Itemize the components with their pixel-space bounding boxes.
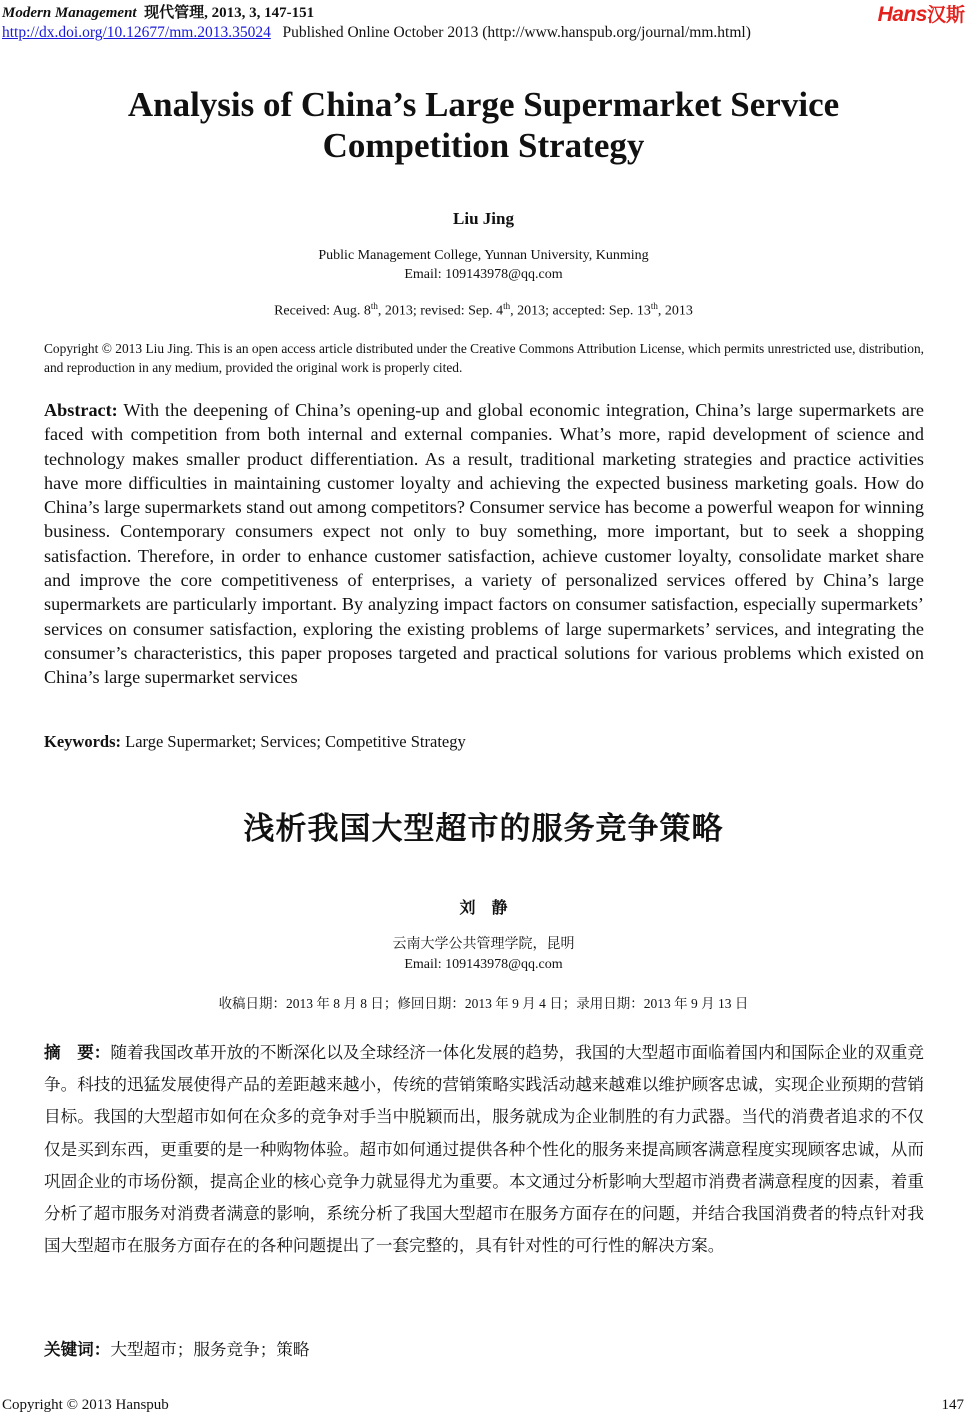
keywords-cn-label: 关键词：	[44, 1340, 111, 1359]
dates-suffix: , 2013	[657, 303, 693, 319]
affiliation-text: Public Management College, Yunnan University, Kunming	[318, 248, 649, 263]
abstract-cn-text: 随着我国改革开放的不断深化以及全球经济一体化发展的趋势，我国的大型超市面临着国内和国际企业的双重竞争。科技的迅猛发展使得产品的差距越来越小，传统的营销策略实践活动越来越难以维护顾客忠诚，实现企业预期的营销目标。我国的大型超市如何在众多的竞争对手当中脱颖而出，服务就成为企业制胜的有力武器。当代的消费者追求的不仅仅是买到东西，更重要的是一种购物体验。超市如何通过提供各种个性化的服务来提高顾客满意程度实现顾客忠诚，从而巩固企业的市场份额，提高企业的核心竞争力就显得尤为重要。本文通过分析影响大型超市消费者满意程度的因素，着重分析了超市服务对消费者满意的影响，系统分析了我国大型超市在服务方面存在的问题，并结合我国消费者的特点针对我国大型超市在服务方面存在的各种问题提出了一套完整的，具有针对性的可行性的解决方案。	[44, 1043, 925, 1256]
accepted-date: , 2013; accepted: Sep. 13	[510, 303, 651, 319]
journal-citation	[2, 1, 314, 22]
page-number: 147	[941, 1397, 964, 1413]
keywords-label: Keywords:	[44, 732, 121, 751]
email-en: Email: 109143978@qq.com	[404, 267, 563, 282]
keywords-cn	[44, 1336, 310, 1360]
logo-cn: 汉斯	[926, 5, 965, 26]
paper-title-cn: 浅析我国大型超市的服务竞争策略	[243, 811, 724, 847]
email-cn: Email: 109143978@qq.com	[404, 957, 563, 972]
title-line-2: Competition Strategy	[322, 126, 645, 165]
affiliation-cn	[0, 935, 967, 975]
dates-cn: 收稿日期：2013 年 8 月 8 日；修回日期：2013 年 9 月 4 日；录用日期：2013 年 9 月 13 日	[218, 996, 749, 1011]
keywords-text: Large Supermarket; Services; Competitive Strategy	[125, 732, 466, 751]
abstract-cn-label: 摘 要：	[44, 1043, 111, 1062]
abstract-text: With the deepening of China’s opening-up and global economic integration, China’s large supermarkets are faced with competition from both internal and external companies. What’s more, rapid development of science and technology makes smaller product differentiation. As a result, traditional marketing strategies and practice activities have more difficulties in maintaining customer loyalty and achieving the expected business marketing goals. How do China’s large supermarkets stand out among competitors? Consumer service has become a powerful weapon for winning business. Contemporary consumers expect not only to buy something, more important, but to seek a shopping satisfaction. Therefore, in order to enhance customer satisfaction, achieve customer loyalty, consolidate market share and improve the core competitiveness of enterprises, a variety of personalized services offered by China’s large supermarkets are particularly important. By analyzing impact factors on consumer satisfaction, especially supermarkets’ services on consumer satisfaction, exploring the existing problems of large supermarkets’ services, and integrating the consumer’s characteristics, this paper proposes targeted and practical solutions for various problems which existed on China’s large supermarket services	[44, 400, 925, 688]
author-en: Liu Jing	[453, 209, 514, 228]
dates-en	[0, 301, 967, 320]
footer-copyright: Copyright © 2013 Hanspub	[2, 1397, 169, 1413]
journal-name-en: Modern Management	[2, 5, 137, 21]
published-online-text: Published Online October 2013 (http://www.hanspub.org/journal/mm.html)	[282, 24, 751, 41]
accepted-sup: th	[650, 301, 658, 311]
received-sup: th	[370, 301, 378, 311]
doi-link[interactable]: http://dx.doi.org/10.12677/mm.2013.35024	[2, 24, 271, 41]
abstract-en	[44, 398, 924, 690]
affiliation-en	[0, 246, 967, 284]
affiliation-cn-text: 云南大学公共管理学院，昆明	[392, 937, 575, 952]
abstract-cn	[44, 1037, 924, 1262]
revised-date: , 2013; revised: Sep. 4	[377, 303, 504, 319]
abstract-label: Abstract:	[44, 400, 118, 420]
revised-sup: th	[503, 301, 511, 311]
logo-latin: Hans	[877, 3, 927, 26]
keywords-cn-text: 大型超市；服务竞争；策略	[110, 1340, 310, 1359]
copyright-notice: Copyright © 2013 Liu Jing. This is an open access article distributed under the Creative Commons Attribution License, which permits unrestricted use, distribution, and reproduction in any medium, provided the original work is properly cited.	[44, 341, 924, 375]
author-cn: 刘 静	[459, 900, 508, 917]
journal-citation-cn: 现代管理, 2013, 3, 147-151	[144, 5, 315, 21]
hans-logo	[878, 0, 965, 27]
title-line-1: Analysis of China’s Large Supermarket Service	[127, 85, 840, 124]
received-date: Received: Aug. 8	[274, 303, 371, 319]
paper-title-en	[0, 84, 967, 166]
keywords-en	[44, 732, 466, 752]
publication-info	[2, 24, 751, 42]
